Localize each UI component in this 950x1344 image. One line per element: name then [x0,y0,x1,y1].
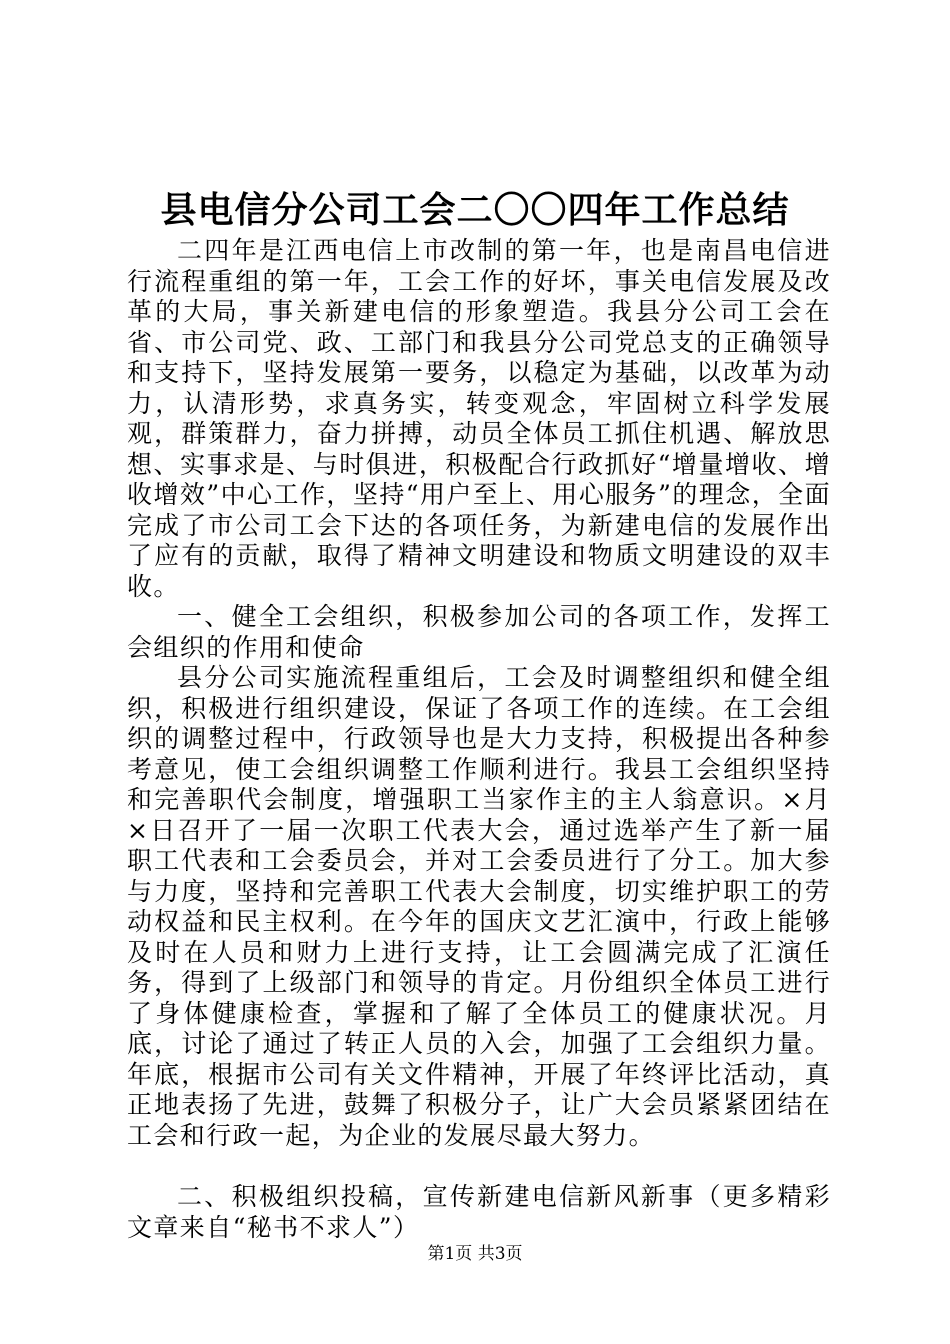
document-title: 县电信分公司工会二〇〇四年工作总结 [160,189,790,231]
section-heading-1: 一、健全工会组织，积极参加公司的各项工作，发挥工会组织的作用和使命 [127,602,831,662]
document-body [127,236,831,1243]
paragraph-section-1: 县分公司实施流程重组后，工会及时调整组织和健全组织，积极进行组织建设，保证了各项工作的连续。在工会组织的调整过程中，行政领导也是大力支持，积极提出各种参考意见，使工会组织调整工作顺利进行。我县工会组织坚持和完善职代会制度，增强职工当家作主的主人翁意识。×月×日召开了一届一次职工代表大会，通过选举产生了新一届职工代表和工会委员会，并对工会委员进行了分工。加大参与力度，坚持和完善职工代表大会制度，切实维护职工的劳动权益和民主权利。在今年的国庆文艺汇演中，行政上能够及时在人员和财力上进行支持，让工会圆满完成了汇演任务，得到了上级部门和领导的肯定。月份组织全体员工进行了身体健康检查，掌握和了解了全体员工的健康状况。月底，讨论了通过了转正人员的入会，加强了工会组织力量。年底，根据市公司有关文件精神，开展了年终评比活动，真正地表扬了先进，鼓舞了积极分子，让广大会员紧紧团结在工会和行政一起，为企业的发展尽最大努力。 [127,663,831,1150]
section-heading-2: 二、积极组织投稿，宣传新建电信新风新事（更多精彩文章来自“秘书不求人”） [127,1182,831,1242]
page-footer: 第1页 共3页 [427,1244,523,1264]
paragraph-intro: 二四年是江西电信上市改制的第一年，也是南昌电信进行流程重组的第一年，工会工作的好坏，事关电信发展及改革的大局，事关新建电信的形象塑造。我县分公司工会在省、市公司党、政、工部门和我县分公司党总支的正确领导和支持下，坚持发展第一要务，以稳定为基础，以改革为动力，认清形势，求真务实，转变观念，牢固树立科学发展观，群策群力，奋力拼搏，动员全体员工抓住机遇、解放思想、实事求是、与时俱进，积极配合行政抓好“增量增收、增收增效”中心工作，坚持“用户至上、用心服务”的理念，全面完成了市公司工会下达的各项任务，为新建电信的发展作出了应有的贡献，取得了精神文明建设和物质文明建设的双丰收。 [127,236,831,601]
